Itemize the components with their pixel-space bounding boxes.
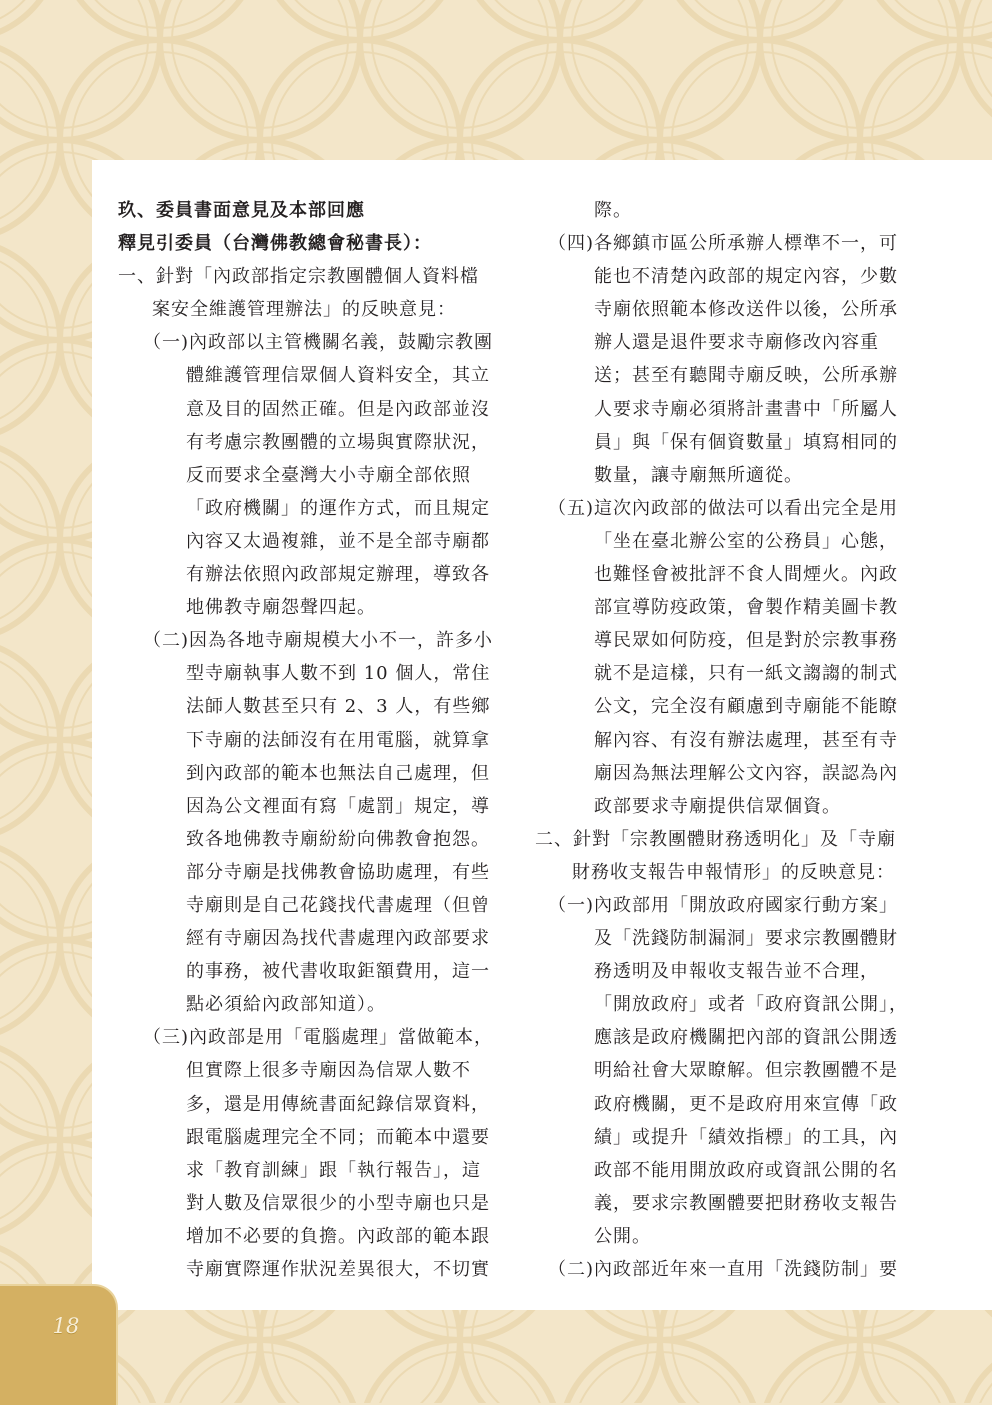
text-line: 部宣導防疫政策，會製作精美圖卡教: [594, 597, 898, 619]
text-line: 也難怪會被批評不食人間煙火。內政: [594, 564, 898, 586]
text-line: 增加不必要的負擔。內政部的範本跟: [186, 1225, 490, 1247]
text-line: 寺廟依照範本修改送件以後，公所承: [594, 299, 898, 321]
text-line: 員」與「保有個資數量」填寫相同的: [594, 431, 898, 453]
text-line: 送；甚至有聽聞寺廟反映，公所承辦: [594, 365, 898, 387]
text-line: 寺廟則是自己花錢找代書處理（但曾: [186, 894, 490, 916]
text-line: 下寺廟的法師沒有在用電腦，就算拿: [186, 729, 490, 751]
text-line: 財務收支報告申報情形」的反映意見：: [572, 861, 895, 883]
text-line: 致各地佛教寺廟紛紛向佛教會抱怨。: [186, 828, 490, 850]
text-line: 內容又太過複雜，並不是全部寺廟都: [186, 530, 490, 552]
text-line: 及「洗錢防制漏洞」要求宗教團體財: [594, 928, 898, 950]
item-five: [535, 492, 908, 823]
text-line: 解內容、有沒有辦法處理，甚至有寺: [594, 729, 898, 751]
item-three: [118, 1021, 493, 1286]
text-line: 「坐在臺北辦公室的公務員」心態，: [594, 530, 898, 552]
text-line: 對人數及信眾很少的小型寺廟也只是: [186, 1192, 490, 1214]
text-line: 「政府機關」的運作方式，而且規定: [186, 497, 490, 519]
text-line: 法師人數甚至只有 2、3 人，有些鄉: [186, 696, 491, 718]
text-line: 型寺廟執事人數不到 10 個人，常住: [186, 663, 491, 685]
text-line: 的事務，被代書收取鉅額費用，這一: [186, 961, 490, 983]
text-line: 辦人還是退件要求寺廟修改內容重: [594, 332, 879, 354]
text-line: 部分寺廟是找佛教會協助處理，有些: [186, 861, 490, 883]
text-line: 績」或提升「績效指標」的工具，內: [594, 1126, 898, 1148]
text-line: 經有寺廟因為找代書處理內政部要求: [186, 928, 490, 950]
item-four: [535, 227, 908, 492]
text-line: 公開。: [594, 1225, 651, 1247]
text-line: 到內政部的範本也無法自己處理，但: [186, 762, 490, 784]
text-line: 人要求寺廟必須將計畫書中「所屬人: [594, 398, 898, 420]
text-line: 地佛教寺廟怨聲四起。: [186, 597, 376, 619]
text-line: 明給社會大眾瞭解。但宗教團體不是: [594, 1060, 898, 1082]
page-tab: [0, 1284, 118, 1405]
text-line: 政部要求寺廟提供信眾個資。: [594, 795, 841, 817]
item-three-continued: [535, 194, 908, 227]
text-line: 寺廟實際運作狀況差異很大，不切實: [186, 1259, 490, 1280]
text-line: （五)這次內政部的做法可以看出完全是用: [548, 497, 899, 519]
member-heading: 釋見引委員（台灣佛教總會秘書長）：: [118, 233, 432, 255]
text-line: 但實際上很多寺廟因為信眾人數不: [186, 1060, 471, 1082]
text-line: 跟電腦處理完全不同；而範本中還要: [186, 1126, 490, 1148]
section-two: [535, 823, 908, 889]
item-two: [118, 624, 493, 1021]
text-line: 能也不清楚內政部的規定內容，少數: [594, 266, 898, 288]
text-line: 際。: [594, 200, 632, 221]
text-line: 二、針對「宗教團體財務透明化」及「寺廟: [535, 828, 896, 850]
text-line: 求「教育訓練」跟「執行報告」，這: [186, 1159, 481, 1181]
right-column: [535, 194, 908, 1286]
text-line: 一、針對「內政部指定宗教團體個人資料檔: [118, 266, 479, 288]
text-line: 務透明及申報收支報告並不合理，: [594, 961, 879, 983]
text-line: （二)內政部近年來一直用「洗錢防制」要: [548, 1259, 899, 1280]
text-line: 點必須給內政部知道）。: [186, 994, 386, 1016]
left-column: [118, 194, 493, 1286]
text-line: （二)因為各地寺廟規模大小不一，許多小: [143, 630, 494, 652]
text-line: 案安全維護管理辦法」的反映意見：: [152, 299, 456, 321]
item-two-two: [535, 1253, 908, 1286]
text-line: 有辦法依照內政部規定辦理，導致各: [186, 564, 490, 586]
text-line: 導民眾如何防疫，但是對於宗教事務: [594, 630, 898, 652]
text-line: 就不是這樣，只有一紙文謅謅的制式: [594, 663, 898, 685]
text-line: 反而要求全臺灣大小寺廟全部依照: [186, 464, 471, 486]
text-line: 政府機關，更不是政府用來宣傳「政: [594, 1093, 898, 1115]
text-line: 因為公文裡面有寫「處罰」規定，導: [186, 795, 490, 817]
page-number: 18: [52, 1314, 80, 1338]
text-line: 廟因為無法理解公文內容，誤認為內: [594, 762, 898, 784]
text-line: （四)各鄉鎮市區公所承辦人標準不一，可: [548, 233, 899, 255]
section-one: [118, 260, 493, 326]
text-line: 有考慮宗教團體的立場與實際狀況，: [186, 431, 490, 453]
text-line: 公文，完全沒有顧慮到寺廟能不能瞭: [594, 696, 898, 718]
text-line: 政部不能用開放政府或資訊公開的名: [594, 1159, 898, 1181]
item-two-one: [535, 889, 908, 1253]
text-line: （一)內政部以主管機關名義，鼓勵宗教團: [143, 332, 494, 354]
text-line: （一)內政部用「開放政府國家行動方案」: [548, 894, 899, 916]
item-one: [118, 326, 493, 624]
section-heading: 玖、委員書面意見及本部回應: [118, 200, 365, 221]
text-line: 意及目的固然正確。但是內政部並沒: [186, 398, 490, 420]
text-line: 多，還是用傳統書面紀錄信眾資料，: [186, 1093, 490, 1115]
text-line: 應該是政府機關把內部的資訊公開透: [594, 1027, 898, 1049]
text-line: 「開放政府」或者「政府資訊公開」，: [594, 994, 908, 1016]
text-line: （三)內政部是用「電腦處理」當做範本，: [143, 1027, 494, 1049]
text-line: 體維護管理信眾個人資料安全，其立: [186, 365, 490, 387]
text-line: 數量，讓寺廟無所適從。: [594, 464, 803, 486]
text-line: 義，要求宗教團體要把財務收支報告: [594, 1192, 898, 1214]
